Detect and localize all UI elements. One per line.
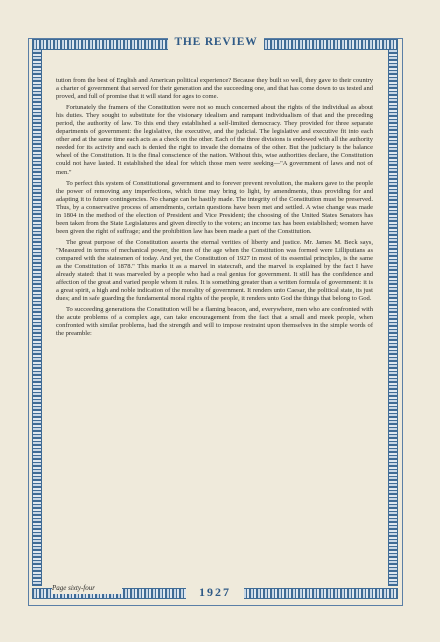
paragraph: To perfect this system of Constitutional government and to forever prevent revolution, the makers gave to the people the power of removing any imperfections, which time may bring to light, by amendments, thus providing for and adapting it to future contingencies. No change can be hastily made. The integrity of the Constitution must be preserved. Thus, by a conservative process of amendments, certain questions have been met and settled. A wise change was made in 1804 in the method of the election of President and Vice President; the choosing of the United States Senators has been taken from the State Legislatures and given directly to the voters; an income tax has been established; women have been given the right of suffrage; and the prohibition law has been made a part of the Constitution.	[56, 179, 373, 235]
page-title: THE REVIEW	[168, 36, 264, 50]
paragraph: The great purpose of the Constitution asserts the eternal verities of liberty and justice. Mr. James M. Beck says, "Measured in terms of mechanical power, the men of the age when the Constitution was formed were Lilliputians as compared with the statesmen of today. And yet, the Constitution of 1927 in most of its essential principles, is the same as the Constitution of 1878." This marks it as a marvel in statecraft, and the marvel is explained by the fact I have already stated: that it was marveled by a people who had a real genius for government. It still has the confidence and affection of the great and varied people whom it rules. It is something greater than a written formula of government: it is a great spirit, a high and noble indication of the morality of government. It renders unto Caesar, the political state, its just dues; and in safe guarding the fundamental moral rights of the people, it renders unto God the things that belong to God.	[56, 238, 373, 303]
footer-year: 1927	[186, 585, 244, 599]
page-number: Page sixty-four	[52, 584, 122, 594]
paragraph: To succeeding generations the Constitution will be a flaming beacon, and, everywhere, men who are confronted with the acute problems of a complex age, can take encouragement from the fact that a small and meek people, when confronted with similar problems, had the strength and will to impose restraint upon themselves in the simple words of the preamble:	[56, 306, 373, 338]
paragraph: tution from the best of English and American political experience? Because they built so well, they gave to their country a charter of government that served for their generation and the succeeding one, and that has come down to us tested and proved, and full of promise that it will stand for ages to come.	[56, 77, 373, 101]
paragraph: Fortunately the framers of the Constitution were not so much concerned about the rights of the individual as about his duties. They sought to substitute for the visionary idealism and rampant individualism of that and the preceding period, the authority of law. To this end they established a self-limited democracy. They provided for three separate departments of government: the legislative, the executive, and the judicial. The legislative and executive fit into each other and at the same time each acts as a check on the other. Each of the three divisions is endowed with all the authority needed for its activity and each is denied the right to invade the domains of the other. But the judiciary is the balance wheel of the Constitution. It is the final conscience of the nation. Without this, wise authorities declare, the Constitution could not have lasted. It established the ideal for which those men were seeking—"A government of laws and not of men."	[56, 104, 373, 176]
right-border-band	[388, 50, 398, 586]
left-border-band	[32, 50, 42, 586]
article-body	[56, 77, 373, 341]
